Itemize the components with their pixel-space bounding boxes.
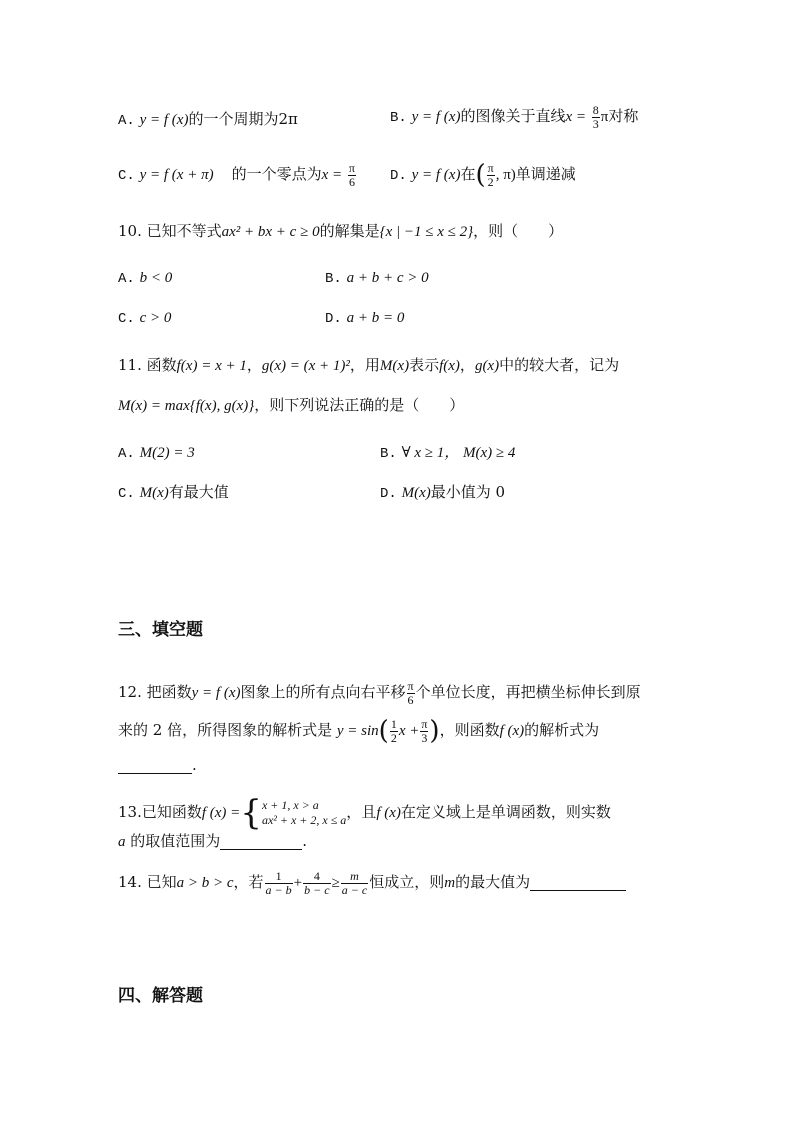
question-text: 来的 2 倍，所得图象的解析式是 — [118, 721, 333, 740]
math-expr: y = sin — [336, 723, 379, 740]
math-expr: a + b + c > 0 — [346, 270, 429, 286]
option-text: 的一个周期为2π — [188, 110, 298, 128]
fraction-denominator: 2 — [390, 730, 397, 745]
fraction — [390, 718, 398, 744]
option-label: A. — [118, 446, 135, 462]
q9-option-b — [390, 104, 638, 130]
math-expr: M(x) — [401, 485, 431, 501]
math-expr: , π) — [495, 167, 516, 184]
option-label: B. — [380, 446, 397, 462]
option-label: D. — [380, 486, 397, 502]
math-expr: a + b = 0 — [346, 310, 405, 326]
q11-stem — [118, 358, 619, 374]
q11-option-a — [118, 445, 195, 461]
math-expr: y = f (x) — [411, 167, 461, 184]
fraction-numerator: π — [487, 161, 494, 175]
option-label: C. — [118, 168, 135, 185]
question-text: 13.已知函数 — [118, 803, 202, 821]
answer-blank[interactable] — [530, 875, 626, 891]
math-expr: M(x) — [139, 485, 169, 501]
question-text: 11. 函数 — [118, 356, 177, 374]
section-heading: 四、解答题 — [118, 986, 203, 1006]
math-expr: x + — [398, 723, 420, 740]
math-expr: ∀ x ≥ 1， M(x) ≥ 4 — [401, 445, 516, 461]
fraction-denominator: 3 — [421, 730, 428, 745]
math-expr: f(x) — [439, 358, 460, 374]
option-label: D. — [390, 168, 407, 185]
math-op: + — [293, 875, 303, 892]
fraction-denominator: 6 — [348, 174, 355, 189]
q13-stem-line2 — [118, 834, 307, 850]
q14-stem — [118, 870, 626, 896]
question-text: ，则函数 — [439, 721, 500, 740]
question-text: 的解析式为 — [524, 721, 600, 740]
question-text: ， — [459, 356, 475, 374]
math-expr: f (x) = — [201, 805, 241, 821]
q10-option-a — [118, 270, 172, 286]
section-heading: 三、填空题 — [118, 620, 203, 640]
question-text: 中的较大者，记为 — [499, 356, 620, 374]
fraction-denominator: a − c — [341, 882, 368, 897]
answer-blank[interactable] — [118, 758, 192, 774]
q13-stem: 13.已知函数f (x) ={ x + 1, x > a ax² + x + 2, x ≤ a ，且f (x)在定义域上是单调函数，则实数 — [118, 793, 611, 833]
fraction — [265, 870, 293, 896]
option-label: C. — [118, 486, 135, 502]
question-text: 12. 把函数 — [118, 683, 192, 702]
option-text: 的图像关于直线 — [460, 107, 566, 126]
math-expr: y = f (x + π) — [139, 167, 214, 184]
q11-option-d — [380, 485, 505, 501]
question-text: 在定义域上是单调函数，则实数 — [400, 803, 611, 821]
q10-option-c — [118, 310, 171, 326]
question-text: . — [192, 756, 197, 774]
option-text: 单调递减 — [515, 165, 576, 184]
fraction-numerator: π — [407, 679, 414, 693]
q9-option-a — [118, 112, 298, 128]
q12-stem-line2: 来的 2 倍，所得图象的解析式是 y = sin( $\frac{1}{2}$ x + $\frac{\pi}{3}$ )，则函数f (x)的解析式为 — [118, 716, 600, 747]
math-expr: f(x) = x + 1 — [176, 358, 247, 374]
fraction-numerator: m — [341, 870, 368, 884]
q10-option-d — [325, 310, 404, 326]
q9-option-c — [118, 162, 357, 188]
question-text: 的取值范围为 — [130, 832, 221, 850]
math-expr: y = f (x) — [139, 112, 189, 128]
math-expr: M(x) = max{f(x), g(x)} — [118, 398, 255, 414]
q10-option-b — [325, 270, 429, 286]
fraction-denominator: 2 — [487, 174, 494, 189]
question-text: 个单位长度，再把横坐标伸长到原 — [415, 683, 641, 702]
fraction — [341, 870, 368, 896]
question-text: 表示 — [409, 356, 440, 374]
q11-option-b — [380, 445, 515, 461]
q10-stem — [118, 224, 563, 240]
fraction-numerator: π — [421, 717, 428, 731]
option-text: 对称 — [608, 107, 639, 126]
fraction-numerator: π — [348, 161, 355, 175]
math-expr: y = f (x) — [191, 685, 241, 702]
math-expr: f (x) — [376, 805, 401, 821]
math-expr: a > b > c — [176, 875, 234, 892]
q12-answer-line — [118, 758, 197, 774]
math-expr: g(x) = (x + 1)² — [261, 358, 350, 374]
fraction-numerator: 1 — [265, 870, 293, 884]
option-label: A. — [118, 113, 135, 129]
fraction-numerator: 4 — [303, 870, 330, 884]
math-expr: M(x) — [379, 358, 410, 374]
question-text: 图象上的所有点向右平移 — [240, 683, 406, 702]
q11-stem-line2 — [118, 398, 464, 414]
option-label: C. — [118, 311, 135, 327]
option-text: 的一个零点为 — [231, 165, 322, 184]
piecewise-cases — [262, 798, 346, 828]
math-expr: ax² + bx + c ≥ 0 — [221, 224, 320, 240]
math-expr: b < 0 — [139, 270, 173, 286]
math-expr: x = — [321, 167, 343, 184]
option-label: A. — [118, 271, 135, 287]
math-op: ≥ — [331, 875, 340, 892]
option-label: B. — [390, 110, 407, 127]
question-text: 10. 已知不等式 — [118, 222, 222, 240]
question-text: 14. 已知 — [118, 873, 177, 892]
q9-option-d — [390, 160, 576, 191]
q12-stem — [118, 680, 641, 706]
fraction — [487, 162, 495, 188]
fraction-denominator: 6 — [407, 692, 414, 707]
question-text: ，则下列说法正确的是（ ） — [254, 396, 465, 414]
math-expr: {x | −1 ≤ x ≤ 2} — [379, 224, 474, 240]
question-text: . — [302, 832, 308, 850]
variable-m: m — [444, 875, 456, 892]
question-text: 的最大值为 — [455, 873, 531, 892]
question-text: ，若 — [233, 873, 264, 892]
question-text: ，且 — [346, 803, 377, 821]
paren: ( — [475, 160, 486, 191]
math-expr: x = — [565, 109, 586, 126]
fraction — [303, 870, 330, 896]
option-label: D. — [325, 311, 342, 327]
question-text: ，则（ ） — [473, 222, 564, 240]
math-expr: g(x) — [474, 358, 500, 374]
answer-blank[interactable] — [220, 834, 302, 850]
fraction — [407, 680, 415, 706]
option-text: 在 — [460, 165, 476, 184]
option-text: 最小值为 0 — [430, 483, 506, 501]
fraction — [420, 718, 428, 744]
question-text: 恒成立，则 — [369, 873, 445, 892]
fraction-denominator: a − b — [265, 882, 292, 897]
q11-option-c — [118, 485, 229, 501]
math-expr: M(2) = 3 — [139, 445, 195, 461]
fraction-denominator: b − c — [304, 882, 330, 897]
question-text: 的解集是 — [319, 222, 380, 240]
fraction-numerator: 1 — [390, 717, 397, 731]
question-text: ，用 — [349, 356, 380, 374]
math-expr: c > 0 — [139, 310, 172, 326]
case-1: x + 1, x > a — [261, 798, 319, 812]
fraction — [592, 104, 600, 130]
case-2: ax² + x + 2, x ≤ a — [261, 813, 347, 827]
option-text: 有最大值 — [168, 483, 229, 501]
variable-a: a — [118, 834, 126, 850]
fraction — [348, 162, 356, 188]
math-expr: f (x) — [499, 723, 525, 740]
option-label: B. — [325, 271, 342, 287]
question-text: ， — [246, 356, 262, 374]
pi-symbol: π — [600, 109, 609, 126]
fraction-numerator: 8 — [592, 103, 599, 117]
fraction-denominator: 3 — [592, 116, 599, 131]
math-expr: y = f (x) — [411, 109, 461, 126]
